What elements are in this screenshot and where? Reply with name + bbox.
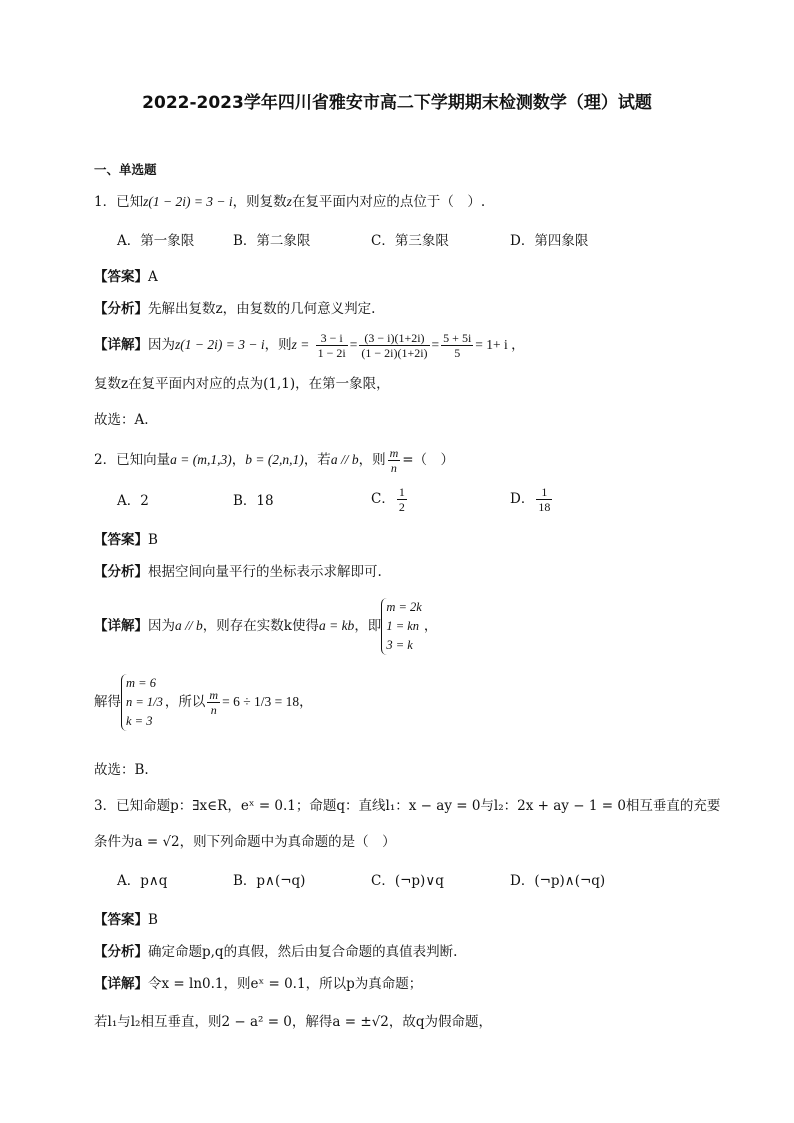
fraction: $\frac{m}{n}$: [389, 446, 399, 475]
fraction: $\frac{m}{n}$: [209, 688, 219, 717]
q2-solve: 解得 m = 6 n = 1/3 k = 3 ，所以 $\frac{m}{n}$ = 6 ÷ 1/3 = 18，: [94, 674, 313, 731]
question-1-stem: 1．已知z(1 − 2i) = 3 − i，则复数z在复平面内对应的点位于（ ）.: [94, 194, 486, 210]
q3-analysis: 【分析】确定命题p,q的真假，然后由复合命题的真值表判断.: [94, 944, 458, 960]
equation-system: m = 6 n = 1/3 k = 3: [121, 674, 163, 731]
q2-choose: 故选：B.: [94, 762, 149, 778]
q3-answer: 【答案】B: [94, 912, 158, 928]
q3-option-a: A．p∧q: [117, 873, 168, 889]
fraction: $\frac{(3 - i)(1+2i)}{(1 - 2i)(1+2i)}$: [361, 331, 428, 360]
fraction: $\frac{3 - i}{1 - 2i}$: [317, 331, 346, 360]
q2-detail: 【详解】因为a // b，则存在实数k使得a = kb，即 m = 2k 1 = kn 3 = k ，: [94, 598, 437, 655]
q1-detail-line2: 复数z在复平面内对应的点为(1,1)，在第一象限，: [94, 376, 390, 392]
q3-detail: 【详解】令x = ln0.1，则eˣ = 0.1，所以p为真命题；: [94, 976, 423, 992]
q2-option-d: D． $\frac{1}{18}$: [510, 485, 551, 514]
question-3-stem-line2: 条件为a = √2，则下列命题中为真命题的是（ ）: [94, 834, 396, 850]
q1-analysis: 【分析】先解出复数z，由复数的几何意义判定.: [94, 301, 376, 317]
q2-answer: 【答案】B: [94, 532, 158, 548]
q1-option-a: A．第一象限: [117, 233, 195, 249]
q3-option-b: B．p∧(¬q): [233, 873, 306, 889]
q1-detail: 【详解】因为z(1 − 2i) = 3 − i，则z = $\frac{3 - i}{1 - 2i}$ = $\frac{(3 - i)(1+2i)}{(1 - 2i)(1+2i)}$ = $\frac{5 + 5i}{5}$ = 1+ i ，: [94, 331, 525, 360]
equation-system: m = 2k 1 = kn 3 = k: [381, 598, 422, 655]
q1-option-d: D．第四象限: [510, 233, 589, 249]
q2-option-c: C． $\frac{1}{2}$: [371, 485, 405, 514]
q2-option-b: B．18: [233, 493, 274, 509]
q3-option-d: D．(¬p)∧(¬q): [510, 873, 606, 889]
fraction: $\frac{5 + 5i}{5}$: [443, 331, 472, 360]
q2-option-a: A．2: [117, 493, 149, 509]
q1-choose: 故选：A.: [94, 412, 149, 428]
q3-option-c: C．(¬p)∨q: [371, 873, 444, 889]
q1-option-c: C．第三象限: [371, 233, 449, 249]
page-title: 2022-2023学年四川省雅安市高二下学期期末检测数学（理）试题: [142, 93, 652, 113]
question-3-stem: 3．已知命题p：∃x∈R，eˣ = 0.1；命题q：直线l₁：x − ay = 0与l₂：2x + ay − 1 = 0相互垂直的充要: [94, 798, 721, 814]
section-heading: 一、单选题: [94, 162, 157, 177]
q3-detail-line2: 若l₁与l₂相互垂直，则2 − a² = 0，解得a = ±√2，故q为假命题，: [94, 1014, 492, 1030]
q1-answer: 【答案】A: [94, 269, 158, 285]
question-2-stem: 2．已知向量a = (m,1,3)，b = (2,n,1)，若a // b，则 $\frac{m}{n}$ =（ ）: [94, 446, 455, 475]
q1-option-b: B．第二象限: [233, 233, 311, 249]
q2-analysis: 【分析】根据空间向量平行的坐标表示求解即可.: [94, 564, 382, 580]
